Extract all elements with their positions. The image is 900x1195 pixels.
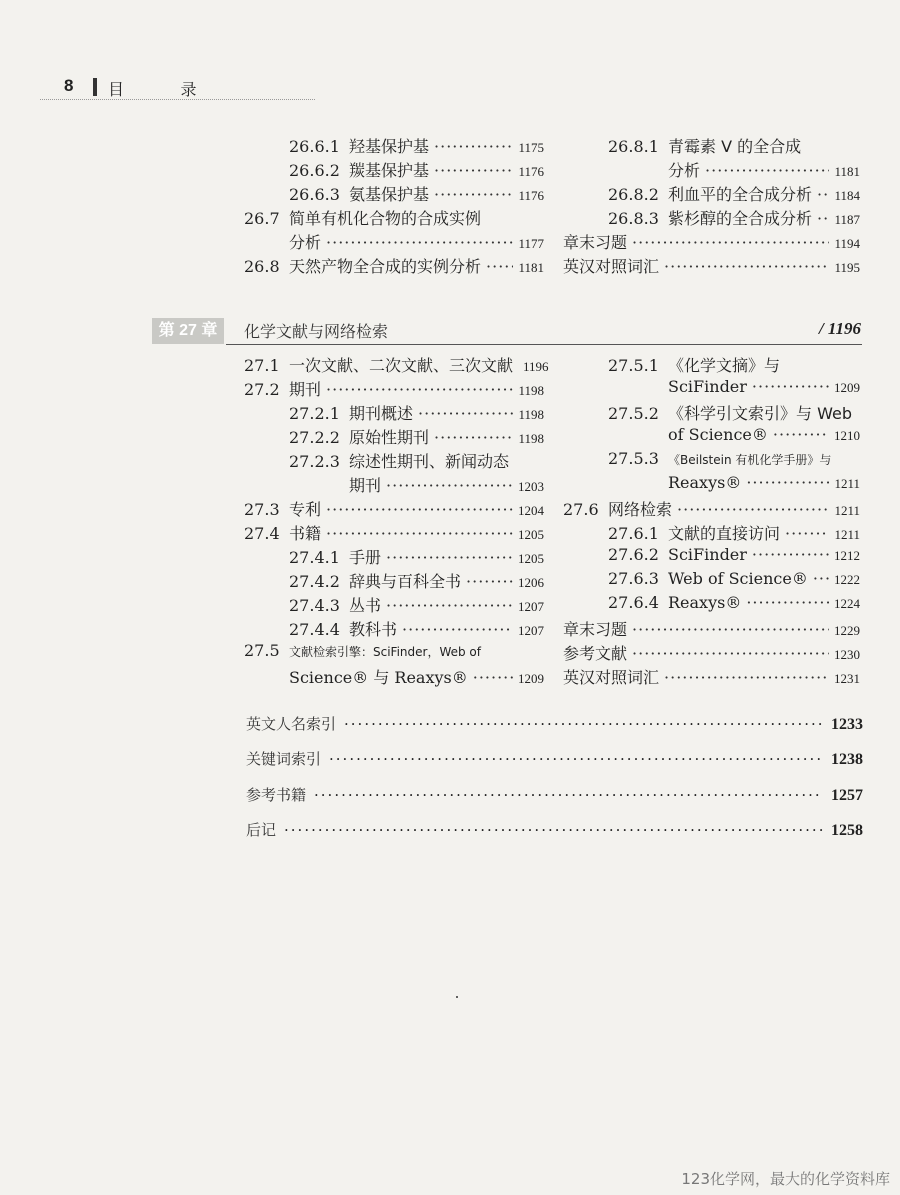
- page-title: 目 录: [108, 82, 223, 99]
- chapter-title[interactable]: 化学文献与网络检索: [244, 322, 389, 341]
- toc-entry[interactable]: 27.2 期刊 ····· 1198: [244, 377, 544, 400]
- toc-entry[interactable]: 27.4.4 教科书 ····· 1207: [289, 617, 544, 640]
- toc-entry[interactable]: 26.6.3 氨基保护基 ····· 1176: [289, 182, 544, 205]
- chapter-rule: [226, 344, 862, 345]
- toc-entry[interactable]: 27.4.3 丛书 ····· 1207: [289, 593, 544, 616]
- chapter-badge: 第 27 章: [152, 318, 224, 344]
- toc-entry-continued[interactable]: Science® 与 Reaxys® ····· 1209: [289, 665, 544, 688]
- toc-entry[interactable]: 27.3 专利 ····· 1204: [244, 497, 544, 520]
- toc-entry[interactable]: 27.6.1 文献的直接访问 ····· 1211: [608, 521, 860, 544]
- header-bar: [93, 78, 97, 96]
- toc-entry[interactable]: 27.5 文献检索引擎：SciFinder，Web of: [244, 641, 481, 660]
- index-entry[interactable]: 后记 ····· 1258: [246, 819, 863, 840]
- toc-entry[interactable]: 27.1 一次文献、二次文献、三次文献 1196: [244, 356, 549, 375]
- toc-entry[interactable]: 27.6 网络检索 ····· 1211: [563, 497, 860, 520]
- toc-entry[interactable]: 26.8.2 利血平的全合成分析 ····· 1184: [608, 182, 860, 205]
- header-rule: [40, 99, 315, 100]
- toc-entry-continued[interactable]: 分析 ····· 1177: [289, 230, 544, 253]
- watermark-footer: 123化学网，最大的化学资料库: [681, 1170, 890, 1188]
- toc-entry[interactable]: 27.5.2 《科学引文索引》与 Web: [608, 404, 852, 423]
- toc-entry[interactable]: 27.5.1 《化学文摘》与: [608, 356, 781, 375]
- toc-entry[interactable]: 26.8.1 青霉素 V 的全合成: [608, 137, 802, 156]
- toc-entry[interactable]: 27.2.2 原始性期刊 ····· 1198: [289, 425, 544, 448]
- toc-entry-continued[interactable]: 期刊 ····· 1203: [349, 473, 544, 496]
- index-entry[interactable]: 参考书籍 ····· 1257: [246, 784, 863, 805]
- toc-entry[interactable]: 26.7 简单有机化合物的合成实例: [244, 209, 482, 228]
- toc-entry[interactable]: 27.6.3 Web of Science® ····· 1222: [608, 569, 860, 588]
- toc-entry[interactable]: 26.6.1 羟基保护基 ····· 1175: [289, 134, 544, 157]
- toc-entry[interactable]: 27.6.2 SciFinder ····· 1212: [608, 545, 860, 564]
- toc-entry[interactable]: 章末习题 ····· 1194: [563, 230, 860, 253]
- toc-entry[interactable]: 27.6.4 Reaxys® ····· 1224: [608, 593, 860, 612]
- toc-entry[interactable]: 英汉对照词汇 ····· 1231: [563, 665, 860, 688]
- toc-entry[interactable]: 26.8.3 紫杉醇的全合成分析 ····· 1187: [608, 206, 860, 229]
- chapter-page: / 1196: [818, 319, 861, 338]
- toc-entry-continued[interactable]: 分析 ····· 1181: [668, 158, 860, 181]
- toc-entry[interactable]: 英汉对照词汇 ····· 1195: [563, 254, 860, 277]
- toc-entry[interactable]: 26.6.2 羰基保护基 ····· 1176: [289, 158, 544, 181]
- toc-entry[interactable]: 27.4 书籍 ····· 1205: [244, 521, 544, 544]
- page-number: 8: [64, 76, 74, 95]
- toc-entry[interactable]: 27.4.1 手册 ····· 1205: [289, 545, 544, 568]
- toc-entry-continued[interactable]: Reaxys® ····· 1211: [668, 473, 860, 492]
- toc-entry[interactable]: 27.5.3 《Beilstein 有机化学手册》与: [608, 449, 832, 468]
- index-entry[interactable]: 关键词索引 ····· 1238: [246, 748, 863, 769]
- toc-entry[interactable]: 章末习题 ····· 1229: [563, 617, 860, 640]
- toc-entry[interactable]: 26.8 天然产物全合成的实例分析 ····· 1181: [244, 254, 544, 277]
- stray-dot: [456, 996, 458, 998]
- toc-entry[interactable]: 27.4.2 辞典与百科全书 ····· 1206: [289, 569, 544, 592]
- toc-entry[interactable]: 27.2.3 综述性期刊、新闻动态: [289, 452, 510, 471]
- toc-entry[interactable]: 27.2.1 期刊概述 ····· 1198: [289, 401, 544, 424]
- toc-entry-continued[interactable]: SciFinder ····· 1209: [668, 377, 860, 396]
- toc-entry[interactable]: 参考文献 ····· 1230: [563, 641, 860, 664]
- toc-entry-continued[interactable]: of Science® ····· 1210: [668, 425, 860, 444]
- index-entry[interactable]: 英文人名索引 ····· 1233: [246, 713, 863, 734]
